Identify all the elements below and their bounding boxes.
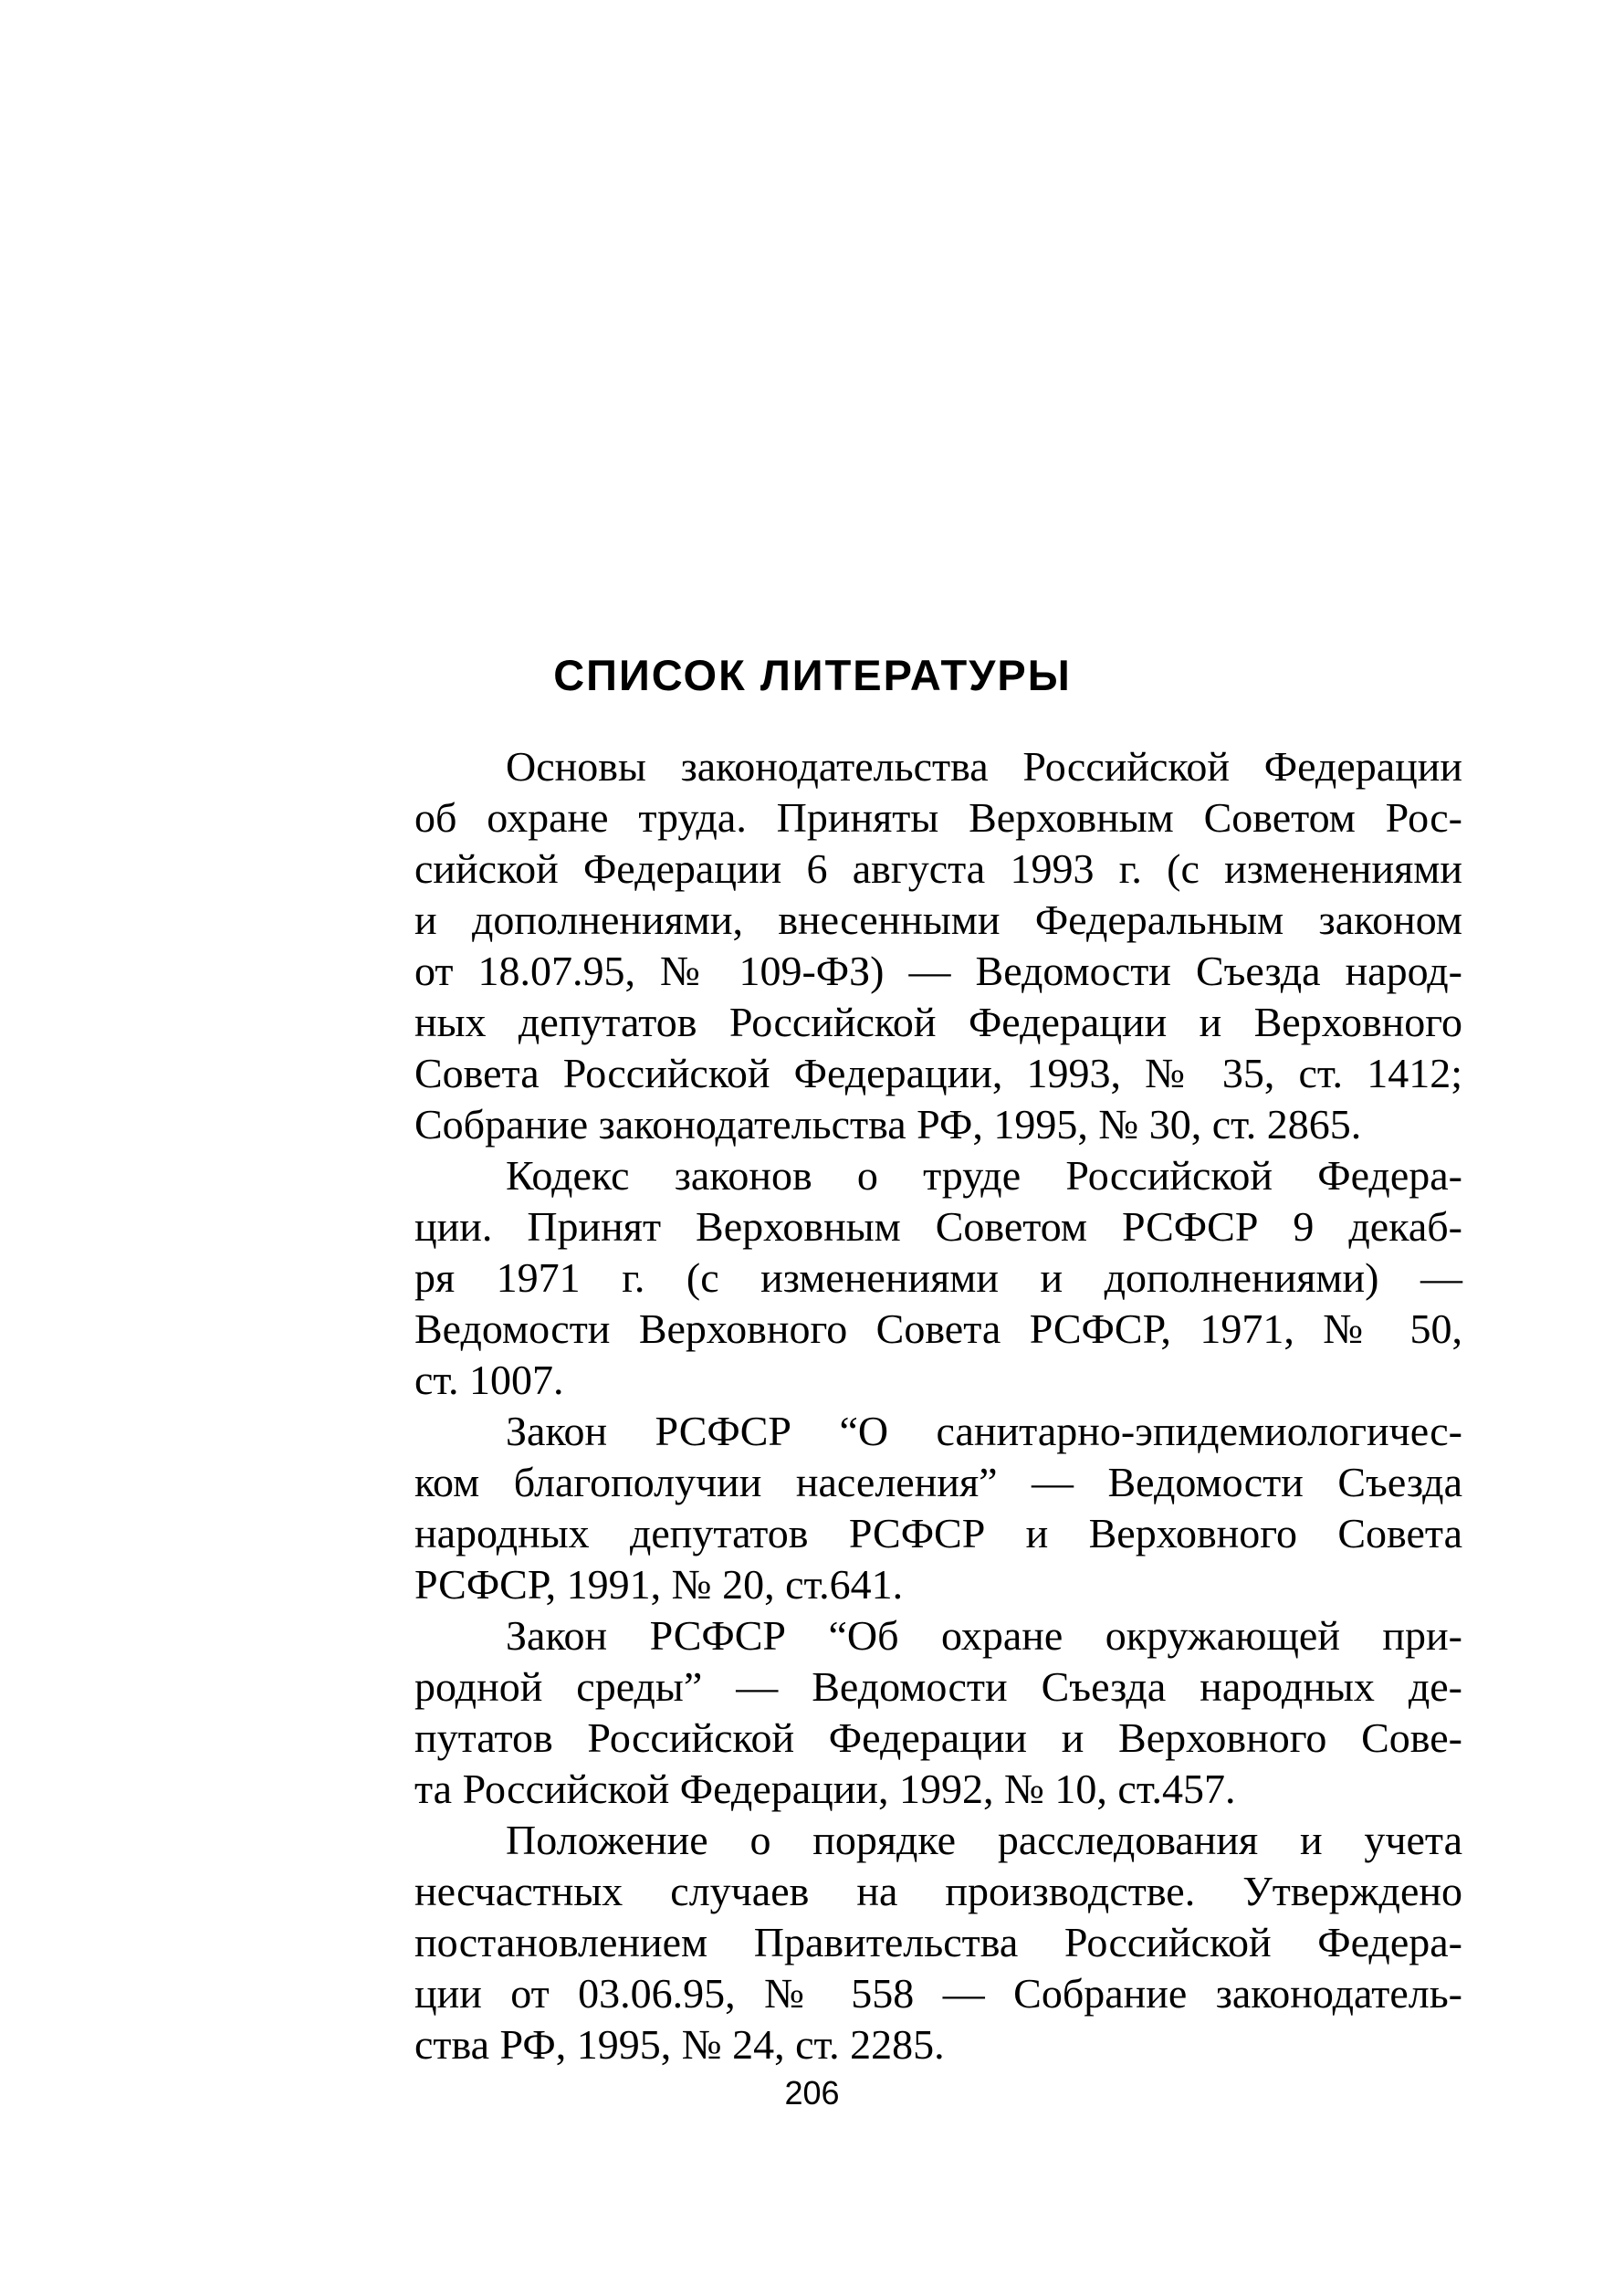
reference-item bbox=[414, 1610, 1462, 1815]
reference-line: ства РФ, 1995, № 24, ст. 2285. bbox=[414, 2021, 945, 2068]
reference-item bbox=[414, 1406, 1462, 1610]
reference-item bbox=[414, 1815, 1462, 2070]
reference-line: та Российской Федерации, 1992, № 10, ст.457. bbox=[414, 1766, 1236, 1812]
page-title: СПИСОК ЛИТЕРАТУРЫ bbox=[553, 651, 1072, 699]
reference-line: ции от 03.06.95, № 558 — Собрание законодатель- bbox=[414, 1970, 1462, 2017]
reference-line: несчастных случаев на производстве. Утверждено bbox=[414, 1868, 1462, 1914]
reference-line: Основы законодательства Российской Федерации bbox=[506, 743, 1462, 790]
reference-line: об охране труда. Приняты Верховным Советом Рос- bbox=[414, 794, 1462, 841]
reference-line: народных депутатов РСФСР и Верховного Совета bbox=[414, 1510, 1462, 1556]
reference-line: и дополнениями, внесенными Федеральным законом bbox=[414, 896, 1462, 943]
reference-line: постановлением Правительства Российской Федера- bbox=[414, 1919, 1462, 1965]
reference-line: Закон РСФСР “О санитарно-эпидемиологичес- bbox=[506, 1408, 1462, 1454]
page-number: 206 bbox=[784, 2074, 840, 2112]
reference-line: от 18.07.95, № 109-ФЗ) — Ведомости Съезда народ- bbox=[414, 948, 1462, 994]
reference-line: Совета Российской Федерации, 1993, № 35, ст. 1412; bbox=[414, 1050, 1462, 1096]
reference-line: сийской Федерации 6 августа 1993 г. (с изменениями bbox=[414, 845, 1462, 892]
reference-line: ции. Принят Верховным Советом РСФСР 9 декаб- bbox=[414, 1203, 1462, 1250]
reference-line: родной среды” — Ведомости Съезда народных де- bbox=[414, 1663, 1462, 1710]
reference-line: РСФСР, 1991, № 20, ст.641. bbox=[414, 1561, 904, 1608]
reference-line: ных депутатов Российской Федерации и Верховного bbox=[414, 999, 1462, 1045]
reference-line: ст. 1007. bbox=[414, 1357, 564, 1403]
reference-item bbox=[414, 1150, 1462, 1406]
reference-line: Закон РСФСР “Об охране окружающей при- bbox=[506, 1612, 1462, 1659]
reference-line: Ведомости Верховного Совета РСФСР, 1971, № 50, bbox=[414, 1305, 1462, 1352]
reference-line: путатов Российской Федерации и Верховного Сове- bbox=[414, 1714, 1462, 1761]
reference-line: Кодекс законов о труде Российской Федера- bbox=[506, 1152, 1462, 1199]
reference-line: ря 1971 г. (с изменениями и дополнениями) — bbox=[414, 1254, 1462, 1301]
reference-item bbox=[414, 741, 1462, 1150]
reference-list bbox=[414, 741, 1462, 2070]
reference-line: ком благополучии населения” — Ведомости Съезда bbox=[414, 1459, 1462, 1505]
reference-line: Собрание законодательства РФ, 1995, № 30, ст. 2865. bbox=[414, 1101, 1362, 1148]
reference-line: Положение о порядке расследования и учета bbox=[506, 1817, 1462, 1863]
